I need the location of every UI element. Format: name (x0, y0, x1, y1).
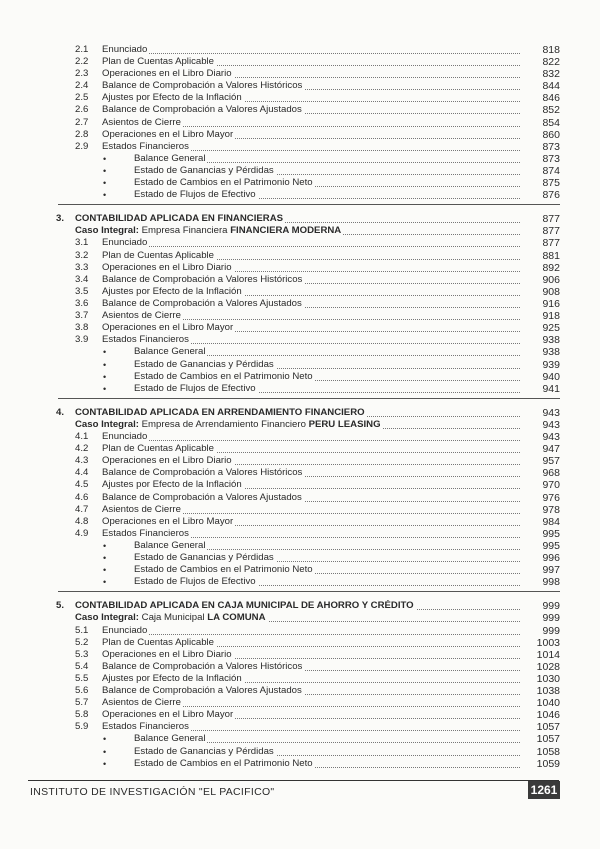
case-label: Caso Integral: (75, 225, 139, 236)
item-number: 3.5 (75, 286, 89, 297)
entry-text (102, 479, 244, 491)
page-number: 1040 (536, 697, 560, 709)
entry-text (102, 528, 191, 540)
page-number: 852 (542, 104, 560, 116)
item-number: 3.3 (75, 262, 89, 273)
item-title: Operaciones en el Libro Mayor (102, 516, 234, 527)
page-number: 1058 (536, 746, 560, 758)
item-number: 5.2 (75, 637, 89, 648)
entry-text (102, 250, 216, 262)
case-company-name: LA COMUNA (207, 612, 266, 623)
case-description: Empresa Financiera (141, 225, 228, 236)
entry-text (102, 709, 235, 721)
item-title: Asientos de Cierre (102, 697, 181, 708)
item-title: Estado de Flujos de Efectivo (134, 576, 256, 587)
item-number: 3.8 (75, 322, 89, 333)
item-title: Estado de Ganancias y Pérdidas (134, 746, 274, 757)
toc-item (0, 455, 600, 467)
item-number: 4.8 (75, 516, 89, 527)
item-number: 2.9 (75, 141, 89, 152)
entry-text (102, 310, 183, 322)
toc-subitem (0, 359, 600, 371)
toc-item (0, 492, 600, 504)
item-number: 2.4 (75, 80, 89, 91)
case-description: Caja Municipal (141, 612, 205, 623)
case-label: Caso Integral: (75, 612, 139, 623)
toc-subitem (0, 758, 600, 770)
page-number: 873 (542, 141, 560, 153)
page-number: 860 (542, 129, 560, 141)
page-number: 970 (542, 479, 560, 491)
item-number: 2.1 (75, 44, 89, 55)
toc-item (0, 298, 600, 310)
case-company-name: FINANCIERA MODERNA (230, 225, 342, 236)
toc-subitem (0, 153, 600, 165)
item-title: Ajustes por Efecto de la Inflación (102, 479, 242, 490)
item-number: 3.9 (75, 334, 89, 345)
section-divider (58, 591, 560, 592)
bullet-icon: • (103, 553, 107, 563)
item-number: 4.4 (75, 467, 89, 478)
entry-text (75, 600, 416, 612)
toc-item (0, 479, 600, 491)
item-number: 5.5 (75, 673, 89, 684)
item-title: Estado de Cambios en el Patrimonio Neto (134, 758, 313, 769)
toc-item (0, 685, 600, 697)
page-number: 938 (542, 346, 560, 358)
item-title: Balance de Comprobación a Valores Históricos (102, 80, 303, 91)
dot-leader (102, 440, 520, 441)
toc-section (0, 213, 600, 225)
page-number: 1038 (536, 685, 560, 697)
page-number: 877 (542, 225, 560, 237)
entry-text (102, 274, 304, 286)
item-title: Asientos de Cierre (102, 117, 181, 128)
page-number: 877 (542, 213, 560, 225)
entry-text (134, 153, 207, 165)
item-number: 2.7 (75, 117, 89, 128)
item-title: Estados Financieros (102, 334, 189, 345)
entry-text (75, 213, 285, 225)
item-title: Balance de Comprobación a Valores Históricos (102, 274, 303, 285)
toc-item (0, 92, 600, 104)
item-title: Plan de Cuentas Aplicable (102, 443, 215, 454)
toc-subitem (0, 733, 600, 745)
bullet-icon: • (103, 178, 107, 188)
item-title: Balance General (134, 153, 206, 164)
toc-subitem (0, 165, 600, 177)
toc-item (0, 673, 600, 685)
item-title: Estado de Cambios en el Patrimonio Neto (134, 564, 313, 575)
toc-item (0, 56, 600, 68)
toc-item (0, 274, 600, 286)
footer-page-number: 1261 (528, 781, 560, 799)
item-title: Estados Financieros (102, 528, 189, 539)
toc-subitem (0, 189, 600, 201)
page-number: 908 (542, 286, 560, 298)
item-number: 5.1 (75, 625, 89, 636)
toc-item (0, 709, 600, 721)
entry-text (102, 262, 234, 274)
bullet-icon: • (103, 372, 107, 382)
item-title: Estado de Cambios en el Patrimonio Neto (134, 177, 313, 188)
item-number: 5.4 (75, 661, 89, 672)
page-number: 1046 (536, 709, 560, 721)
toc-item (0, 44, 600, 56)
page-number: 892 (542, 262, 560, 274)
bullet-icon: • (103, 154, 107, 164)
toc-subitem (0, 564, 600, 576)
item-title: Operaciones en el Libro Diario (102, 649, 232, 660)
section-divider (58, 398, 560, 399)
toc-subitem (0, 540, 600, 552)
page-number: 947 (542, 443, 560, 455)
toc-item (0, 625, 600, 637)
entry-text (134, 177, 315, 189)
page-number: 925 (542, 322, 560, 334)
item-title: Plan de Cuentas Aplicable (102, 637, 215, 648)
entry-text (102, 721, 191, 733)
section-divider (58, 204, 560, 205)
entry-text (102, 431, 149, 443)
entry-text (134, 746, 276, 758)
toc-item (0, 467, 600, 479)
toc-item (0, 721, 600, 733)
toc-item (0, 262, 600, 274)
item-number: 2.5 (75, 92, 89, 103)
page-number: 999 (542, 625, 560, 637)
page-number: 1030 (536, 673, 560, 685)
section-title: CONTABILIDAD APLICADA EN ARRENDAMIENTO FINANCIERO (75, 407, 365, 418)
item-number: 3.7 (75, 310, 89, 321)
item-number: 4.5 (75, 479, 89, 490)
page-number: 1057 (536, 721, 560, 733)
entry-text (102, 117, 183, 129)
toc-subitem (0, 552, 600, 564)
toc-item (0, 117, 600, 129)
item-title: Enunciado (102, 44, 148, 55)
entry-text (134, 733, 207, 745)
dot-leader (102, 634, 520, 635)
item-title: Ajustes por Efecto de la Inflación (102, 673, 242, 684)
case-description: Empresa de Arrendamiento Financiero (141, 419, 306, 430)
entry-text (102, 141, 191, 153)
page-number: 957 (542, 455, 560, 467)
entry-text (134, 165, 276, 177)
item-title: Estado de Cambios en el Patrimonio Neto (134, 371, 313, 382)
toc-item (0, 334, 600, 346)
toc-item (0, 129, 600, 141)
page-number: 938 (542, 334, 560, 346)
page-number: 876 (542, 189, 560, 201)
entry-text (102, 298, 304, 310)
toc-item (0, 286, 600, 298)
entry-text (102, 56, 216, 68)
page-number: 874 (542, 165, 560, 177)
item-title: Operaciones en el Libro Diario (102, 455, 232, 466)
toc-section (0, 600, 600, 612)
entry-text (134, 540, 207, 552)
item-number: 2.2 (75, 56, 89, 67)
entry-text (102, 504, 183, 516)
toc-case (0, 225, 600, 237)
entry-text (102, 492, 304, 504)
toc-subitem (0, 371, 600, 383)
entry-text (134, 189, 258, 201)
item-title: Balance de Comprobación a Valores Históricos (102, 661, 303, 672)
section-number: 4. (56, 407, 65, 418)
toc-item (0, 431, 600, 443)
item-title: Balance General (134, 733, 206, 744)
footer-institute-name: INSTITUTO DE INVESTIGACIÓN "EL PACIFICO" (30, 786, 275, 798)
entry-text (102, 625, 149, 637)
item-title: Plan de Cuentas Aplicable (102, 56, 215, 67)
toc-item (0, 141, 600, 153)
page-number: 939 (542, 359, 560, 371)
case-line (75, 419, 383, 431)
section-title: CONTABILIDAD APLICADA EN FINANCIERAS (75, 213, 284, 224)
item-number: 5.9 (75, 721, 89, 732)
page-number: 943 (542, 431, 560, 443)
item-title: Operaciones en el Libro Mayor (102, 129, 234, 140)
toc-item (0, 237, 600, 249)
item-title: Estados Financieros (102, 721, 189, 732)
item-number: 4.1 (75, 431, 89, 442)
entry-text (102, 237, 149, 249)
item-title: Balance de Comprobación a Valores Ajustados (102, 298, 302, 309)
toc-item (0, 250, 600, 262)
toc-item (0, 443, 600, 455)
item-number: 3.4 (75, 274, 89, 285)
page-number: 877 (542, 237, 560, 249)
item-number: 4.9 (75, 528, 89, 539)
page-number: 916 (542, 298, 560, 310)
toc-item (0, 80, 600, 92)
page-number: 943 (542, 407, 560, 419)
entry-text (134, 758, 315, 770)
toc-item (0, 697, 600, 709)
toc-subitem (0, 576, 600, 588)
toc-item (0, 504, 600, 516)
entry-text (102, 443, 216, 455)
entry-text (102, 685, 304, 697)
page-number: 996 (542, 552, 560, 564)
item-title: Balance de Comprobación a Valores Ajustados (102, 685, 302, 696)
page-number: 995 (542, 540, 560, 552)
bullet-icon: • (103, 190, 107, 200)
item-title: Balance de Comprobación a Valores Históricos (102, 467, 303, 478)
toc-item (0, 637, 600, 649)
page-number: 984 (542, 516, 560, 528)
case-label: Caso Integral: (75, 419, 139, 430)
section-number: 3. (56, 213, 65, 224)
entry-text (134, 359, 276, 371)
item-number: 3.1 (75, 237, 89, 248)
toc-case (0, 612, 600, 624)
item-title: Estado de Flujos de Efectivo (134, 189, 256, 200)
item-title: Operaciones en el Libro Diario (102, 262, 232, 273)
dot-leader (102, 246, 520, 247)
toc-subitem (0, 746, 600, 758)
entry-text (75, 407, 367, 419)
bullet-icon: • (103, 747, 107, 757)
toc-item (0, 322, 600, 334)
item-title: Balance General (134, 346, 206, 357)
page-number: 875 (542, 177, 560, 189)
page-number: 906 (542, 274, 560, 286)
item-title: Operaciones en el Libro Mayor (102, 322, 234, 333)
entry-text (102, 322, 235, 334)
toc-item (0, 516, 600, 528)
bullet-icon: • (103, 734, 107, 744)
page-number: 1003 (536, 637, 560, 649)
page-number: 998 (542, 576, 560, 588)
item-number: 2.3 (75, 68, 89, 79)
entry-text (102, 661, 304, 673)
entry-text (134, 552, 276, 564)
entry-text (134, 371, 315, 383)
item-title: Balance de Comprobación a Valores Ajustados (102, 104, 302, 115)
item-title: Balance de Comprobación a Valores Ajustados (102, 492, 302, 503)
page-number: 995 (542, 528, 560, 540)
entry-text (134, 576, 258, 588)
entry-text (134, 346, 207, 358)
item-title: Enunciado (102, 431, 148, 442)
item-title: Balance General (134, 540, 206, 551)
entry-text (102, 637, 216, 649)
item-title: Estado de Ganancias y Pérdidas (134, 552, 274, 563)
toc-subitem (0, 383, 600, 395)
item-number: 2.8 (75, 129, 89, 140)
toc-item (0, 104, 600, 116)
section-title: CONTABILIDAD APLICADA EN CAJA MUNICIPAL DE AHORRO Y CRÉDITO (75, 600, 414, 611)
page-number: 999 (542, 600, 560, 612)
page-number: 978 (542, 504, 560, 516)
entry-text (134, 564, 315, 576)
toc-item (0, 528, 600, 540)
page-number: 1014 (536, 649, 560, 661)
item-title: Operaciones en el Libro Mayor (102, 709, 234, 720)
page-number: 943 (542, 419, 560, 431)
toc-item (0, 68, 600, 80)
entry-text (102, 68, 234, 80)
item-number: 3.2 (75, 250, 89, 261)
page-number: 1057 (536, 733, 560, 745)
page-number: 822 (542, 56, 560, 68)
item-title: Estado de Ganancias y Pérdidas (134, 165, 274, 176)
item-number: 4.3 (75, 455, 89, 466)
section-number: 5. (56, 600, 65, 611)
entry-text (102, 44, 149, 56)
entry-text (102, 455, 234, 467)
entry-text (102, 334, 191, 346)
page-number: 941 (542, 383, 560, 395)
bullet-icon: • (103, 360, 107, 370)
bullet-icon: • (103, 541, 107, 551)
item-number: 5.7 (75, 697, 89, 708)
bullet-icon: • (103, 759, 107, 769)
page-number: 844 (542, 80, 560, 92)
entry-text (102, 92, 244, 104)
item-number: 4.2 (75, 443, 89, 454)
page-number: 873 (542, 153, 560, 165)
page-number: 940 (542, 371, 560, 383)
item-title: Estado de Ganancias y Pérdidas (134, 359, 274, 370)
item-number: 5.3 (75, 649, 89, 660)
item-number: 2.6 (75, 104, 89, 115)
bullet-icon: • (103, 384, 107, 394)
entry-text (102, 467, 304, 479)
item-title: Operaciones en el Libro Diario (102, 68, 232, 79)
bullet-icon: • (103, 347, 107, 357)
item-title: Plan de Cuentas Aplicable (102, 250, 215, 261)
entry-text (102, 104, 304, 116)
item-title: Asientos de Cierre (102, 310, 181, 321)
toc-subitem (0, 346, 600, 358)
item-title: Estados Financieros (102, 141, 189, 152)
item-title: Enunciado (102, 237, 148, 248)
toc-subitem (0, 177, 600, 189)
case-line (75, 225, 343, 237)
bullet-icon: • (103, 577, 107, 587)
item-title: Asientos de Cierre (102, 504, 181, 515)
page-number: 854 (542, 117, 560, 129)
page-number: 976 (542, 492, 560, 504)
entry-text (102, 697, 183, 709)
page-number: 997 (542, 564, 560, 576)
item-number: 3.6 (75, 298, 89, 309)
entry-text (102, 649, 234, 661)
item-number: 5.8 (75, 709, 89, 720)
page-number: 832 (542, 68, 560, 80)
bullet-icon: • (103, 565, 107, 575)
page-number: 818 (542, 44, 560, 56)
entry-text (102, 516, 235, 528)
page-number: 1059 (536, 758, 560, 770)
page-number: 918 (542, 310, 560, 322)
item-number: 5.6 (75, 685, 89, 696)
footer-rule (28, 780, 559, 781)
dot-leader (102, 53, 520, 54)
item-title: Estado de Flujos de Efectivo (134, 383, 256, 394)
entry-text (102, 673, 244, 685)
item-number: 4.6 (75, 492, 89, 503)
item-number: 4.7 (75, 504, 89, 515)
toc-section (0, 407, 600, 419)
toc-item (0, 649, 600, 661)
entry-text (134, 383, 258, 395)
toc-case (0, 419, 600, 431)
case-line (75, 612, 268, 624)
page-number: 968 (542, 467, 560, 479)
item-title: Ajustes por Efecto de la Inflación (102, 92, 242, 103)
page-number: 999 (542, 612, 560, 624)
toc-item (0, 310, 600, 322)
entry-text (102, 80, 304, 92)
page-number: 1028 (536, 661, 560, 673)
toc-item (0, 661, 600, 673)
page-number: 881 (542, 250, 560, 262)
bullet-icon: • (103, 166, 107, 176)
item-title: Ajustes por Efecto de la Inflación (102, 286, 242, 297)
page-number: 846 (542, 92, 560, 104)
entry-text (102, 286, 244, 298)
item-title: Enunciado (102, 625, 148, 636)
case-company-name: PERU LEASING (308, 419, 381, 430)
entry-text (102, 129, 235, 141)
